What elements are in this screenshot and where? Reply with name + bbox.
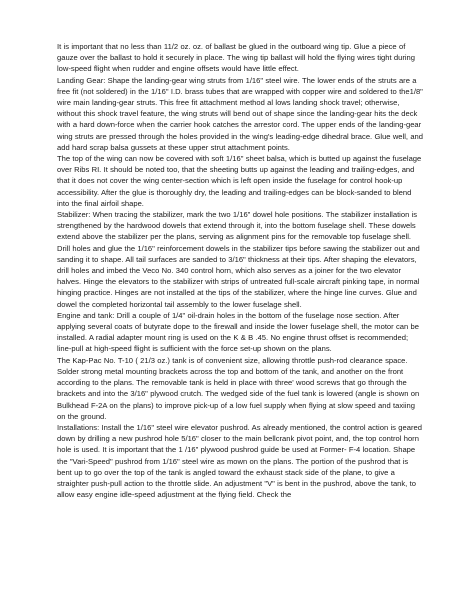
paragraph-engine-tank: Engine and tank: Drill a couple of 1/4" oil-drain holes in the bottom of the fuselage nose section. After applying several coats of butyrate dope to the firewall and inside the lower fuselage shell, the motor can be installed. A radial adapter mount ring is used on the K & B .45. No engine thrust offset is recommended; line-pull at high-speed flight is sufficient with the force set-up shown on the plans. [57,310,419,354]
paragraph-ballast: It is important that no less than 11/2 oz. oz. of ballast be glued in the outboard wing tip. Glue a piece of gauze over the ballast to hold it securely in place. The wing tip ballast will hold the flying wires tight during low-speed flight when rudder and engine offsets would have little effect. [57,42,416,74]
paragraph-stabilizer: Stabilizer: When tracing the stabilizer, mark the two 1/16" dowel hole positions. The stabilizer installation is strengthened by the hardwood dowels that extend through it, into the bottom fuselage shell. These dowels extend above the stabilizer per the plans, serving as alignment pins for the removable top fuselage shell. Drill holes and glue the 1/16" reinforcement dowels in the stabilizer tips before sawing the stabilizer out and sanding it to shape. All tail surfaces are sanded to 3/16" thickness at their tips. After shaping the elevators, drill holes and imbed the Veco No. 340 control horn, which also serves as a joiner for the two elevator halves. Hinge the elevators to the stabilizer with strips of untreated full-scale aircraft pinking tape, in normal hinging practice. Hinges are not installed at the tips of the stabilizer, where the hinge line curves. Glue and dowel the completed horizontal tail assembly to the lower fuselage shell. [57,210,420,309]
paragraph-landing-gear: Landing Gear: Shape the landing-gear wing struts from 1/16" steel wire. The lower ends of the struts are a free fit (not soldered) in the 1/16" I.D. brass tubes that are wrapped with copper wire and soldered to the1/8" wire main landing-gear struts. This free fit attachment method al lows landing shock travel; otherwise, without this shock travel feature, the wing struts will bend out of shape since the landing-gear hits the deck with a hard down-force when the carrier hook catches the arrestor cord. The upper ends of the landing-gear wing struts are pressed through the holes provided in the wing's leading-edge dihedral brace. Glue well, and add hard scrap balsa gussets at these upper strut attachment points. [57,75,423,152]
paragraph-wing-sheeting: The top of the wing can now be covered with soft 1/16" sheet balsa, which is butted up against the fuselage over Ribs RI. It should be noted too, that the sheeting butts up against the leading and trailing-edges, and that it does not cover the wing center-section which is left open inside the fuselage for control hook-up accessibility. After the glue is thoroughly dry, the leading and trailing-edges can be block-sanded to blend into the final airfoil shape. [57,154,422,208]
paragraph-installations: Installations: Install the 1/16" steel wire elevator pushrod. As already mentioned, the control action is geared down by drilling a new pushrod hole 5/16" closer to the main bellcrank pivot point, and, the top control horn hole is used. It is important that the 1 /16" plywood pushrod guide be used at Former- F-4 location. Shape the "Vari-Speed" pushrod from 1/16" steel wire as mown on the plans. The portion of the pushrod that is bent up to go over the top of the tank is angled toward the exhaust stack side of the plane, to give a straighter push-pull action to the throttle slide. An adjustment "V" is bent in the pushrod, above the tank, to allow easy engine idle-speed adjustment at the flying field. Check the [57,422,422,500]
paragraph-fuel-tank: The Kap-Pac No. T-10 ( 21/3 oz.) tank is of convenient size, allowing throttle push-rod clearance space. Solder strong metal mounting brackets across the top and bottom of the tank, and another on the front according to the plans. The removable tank is held in place with three' wood screws that go through the brackets and into the 3/16" plywood crutch. The wedged side of the fuel tank is lowered (angle is shown on Bulkhead F-2A on the plans) to improve pick-up of a low fuel supply when flying at slow speed and taxiing on the ground. [57,355,420,421]
